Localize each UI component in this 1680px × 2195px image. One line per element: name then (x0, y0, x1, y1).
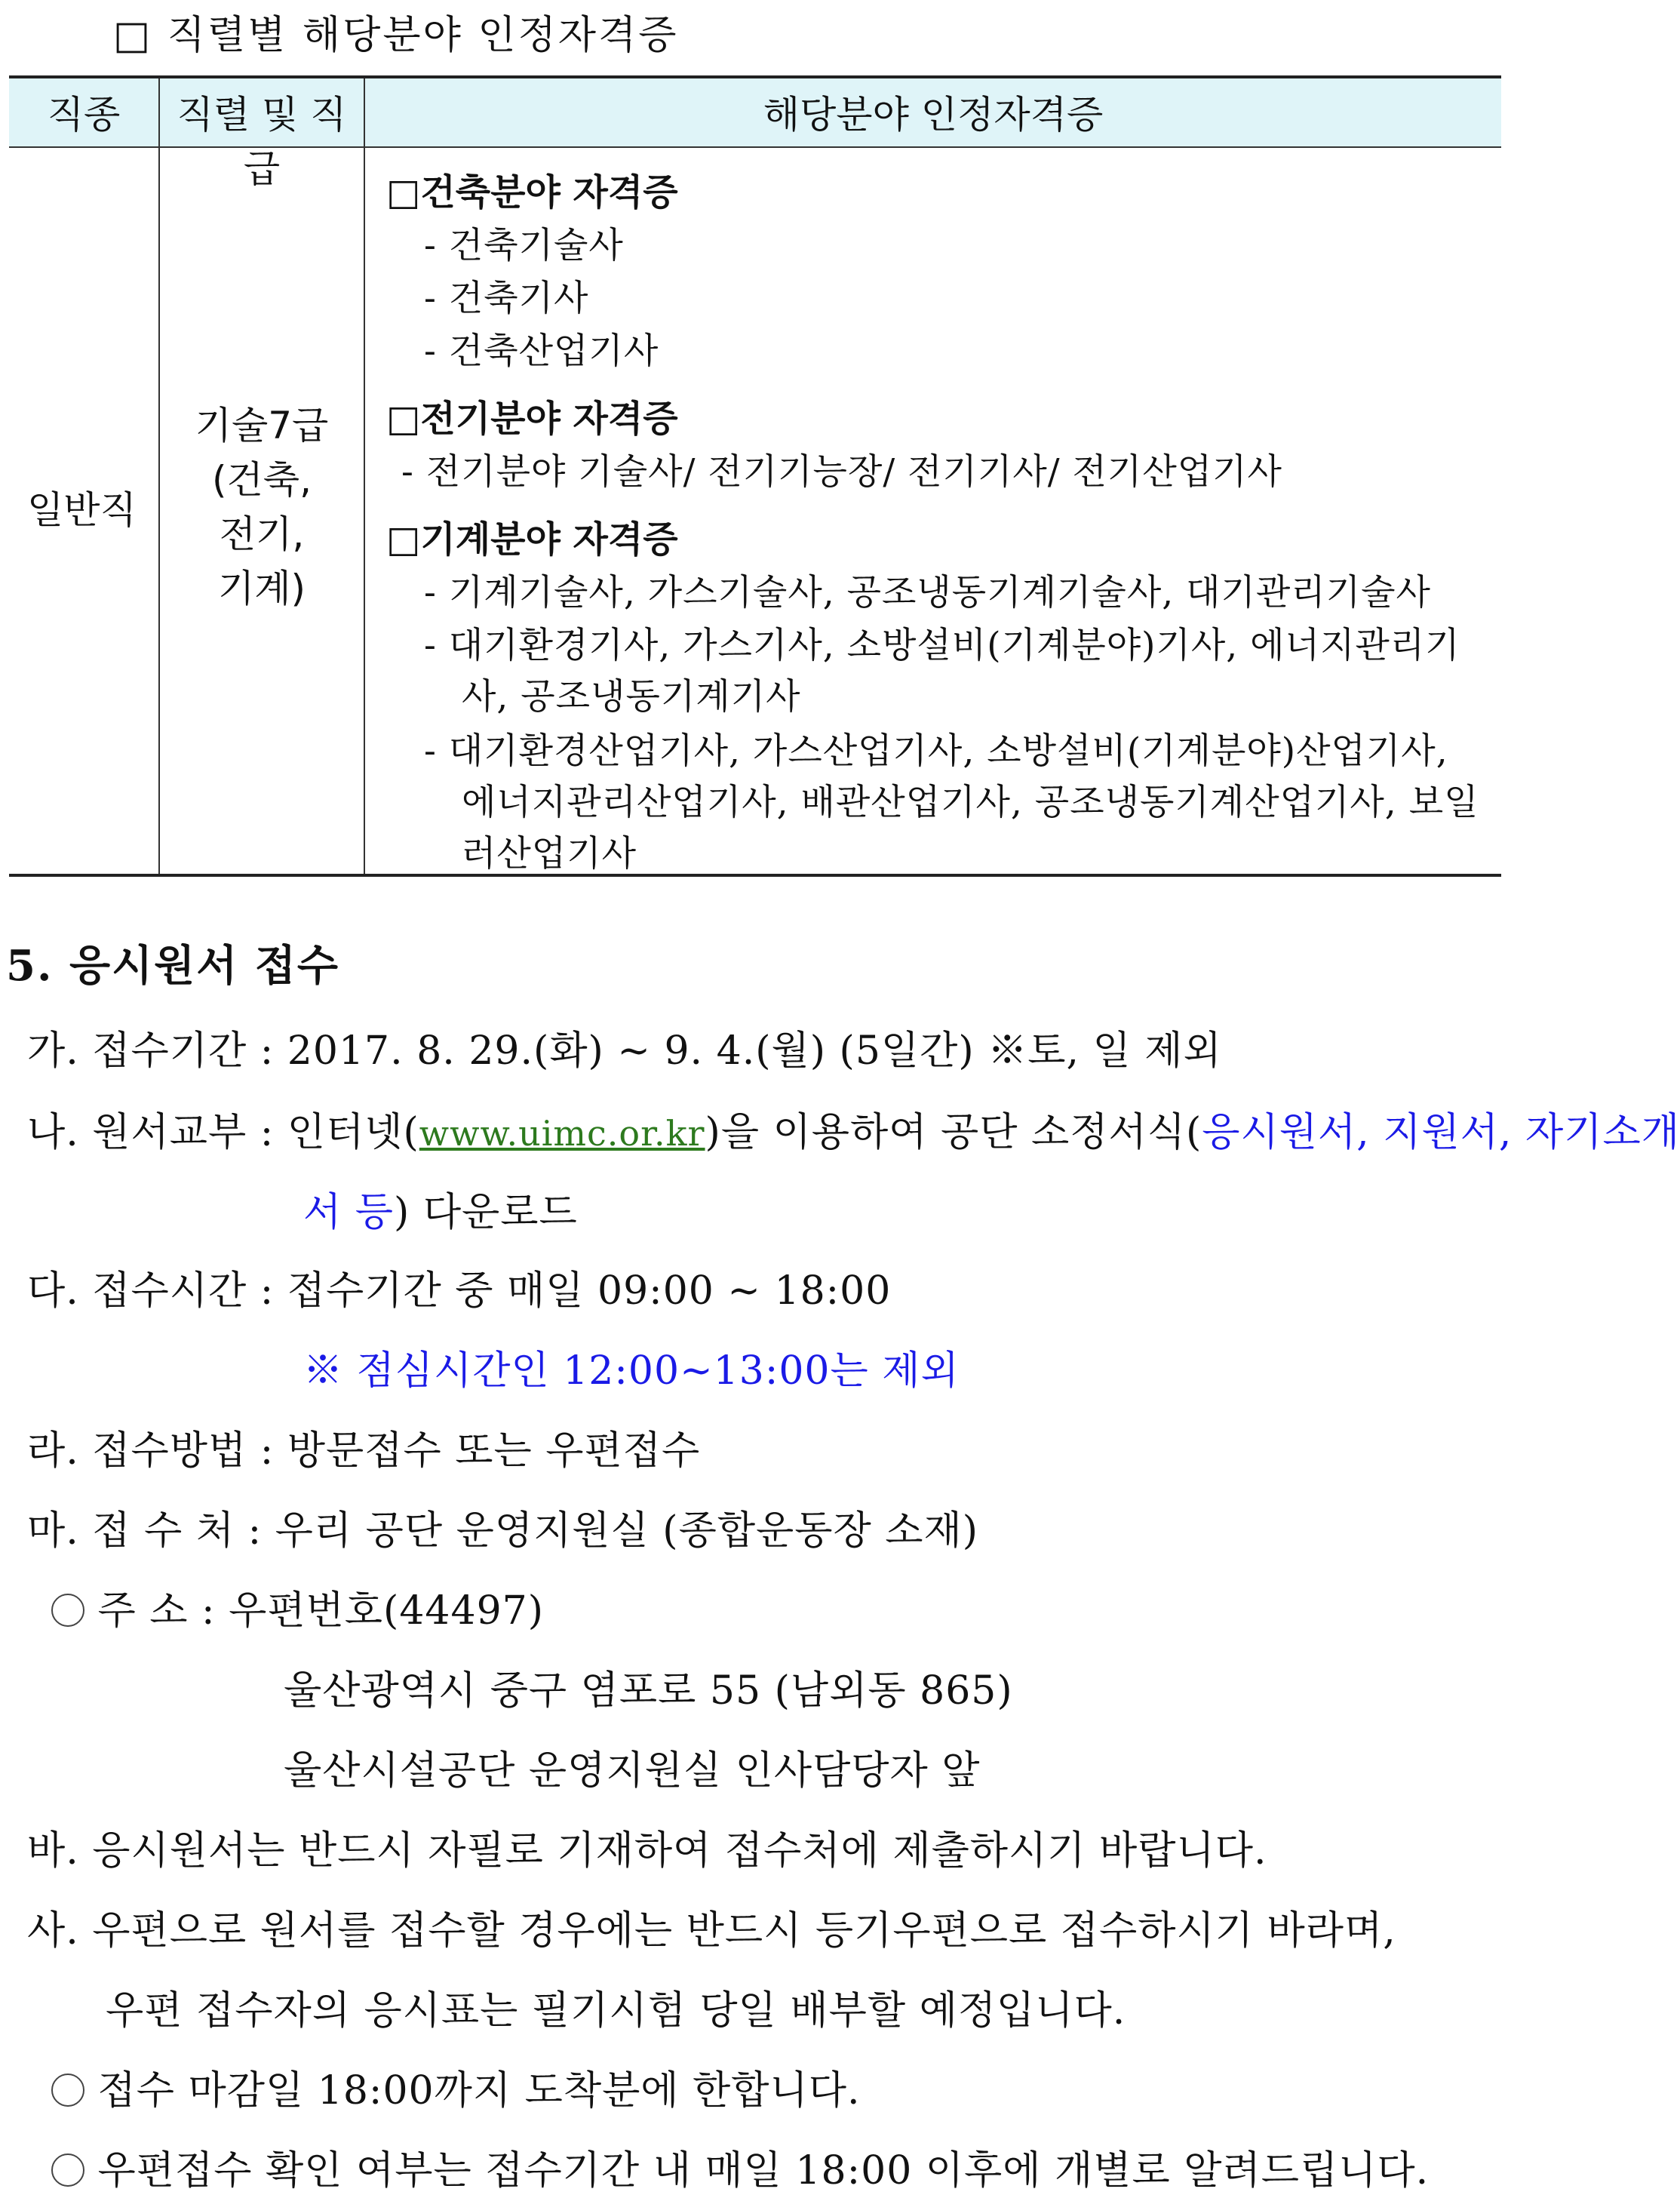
address-line-2: 울산광역시 중구 염포로 55 (남외동 865) (284, 1668, 1013, 1714)
circle-bullet-icon (51, 2074, 84, 2107)
grade-line: 전기, (219, 512, 305, 556)
category-mechanical-title: □기계분야 자격증 (386, 518, 678, 561)
certificate-item: - 대기환경기사, 가스기사, 소방설비(기계분야)기사, 에너지관리기 (424, 625, 1460, 666)
item-ma-location: 마. 접 수 처 : 우리 공단 운영지원실 (종합운동장 소재) (27, 1508, 979, 1554)
column-divider (364, 78, 365, 874)
address-block (51, 1579, 544, 1635)
item-na-suffix: ) 다운로드 (394, 1190, 578, 1235)
item-ra-method: 라. 접수방법 : 방문접수 또는 우편접수 (27, 1428, 701, 1474)
item-na-prefix: 나. 원서교부 : 인터넷( (27, 1110, 419, 1155)
header-job-type: 직종 (47, 93, 121, 137)
section-5-title: 5. 응시원서 접수 (6, 941, 340, 991)
bullet-confirmation-text: 우편접수 확인 여부는 접수기간 내 매일 18:00 이후에 개별로 알려드립니다. (97, 2148, 1430, 2193)
item-sa-mail-line2: 우편 접수자의 응시표는 필기시험 당일 배부할 예정입니다. (106, 1988, 1126, 2034)
certificate-item: - 건축기사 (424, 278, 589, 319)
circle-bullet-icon (51, 2153, 84, 2187)
grade-cell (160, 398, 364, 616)
item-na-forms-list-end: 서 등 (303, 1190, 394, 1235)
item-na-forms-list: 응시원서, 지원서, 자기소개 (1202, 1110, 1680, 1155)
certificate-item: 사, 공조냉동기계기사 (462, 676, 801, 718)
item-na-mid: )을 이용하여 공단 소정서식( (705, 1110, 1202, 1155)
header-certificates: 해당분야 인정자격증 (763, 93, 1104, 137)
job-type-cell: 일반직 (27, 488, 137, 532)
certificate-item: 러산업기사 (462, 833, 637, 875)
website-link[interactable]: www.uimc.or.kr (419, 1113, 705, 1154)
certificate-item: 에너지관리산업기사, 배관산업기사, 공조냉동기계산업기사, 보일 (462, 782, 1479, 823)
bullet-confirmation (51, 2138, 1429, 2195)
certificate-item: - 건축기술사 (424, 225, 624, 266)
table-section-heading: □ 직렬별 해당분야 인정자격증 (113, 13, 679, 58)
item-na-forms (27, 1100, 1680, 1157)
item-sa-mail-line1: 사. 우편으로 원서를 접수할 경우에는 반드시 등기우편으로 접수하시기 바라며, (27, 1908, 1396, 1954)
item-na-forms-cont (303, 1180, 578, 1237)
certificate-item: - 전기분야 기술사/ 전기기능장/ 전기기사/ 전기산업기사 (401, 451, 1282, 493)
certificate-item: - 대기환경산업기사, 가스산업기사, 소방설비(기계분야)산업기사, (424, 730, 1448, 772)
table-top-border (9, 75, 1501, 78)
header-grade: 직렬 및 직급 (177, 93, 347, 191)
grade-line: 기계) (217, 567, 306, 610)
grade-line: (건축, (211, 458, 312, 502)
grade-line: 기술7급 (195, 404, 329, 447)
category-architecture-title: □건축분야 자격증 (386, 171, 678, 214)
item-ba-notice: 바. 응시원서는 반드시 자필로 기재하여 접수처에 제출하시기 바랍니다. (27, 1828, 1267, 1874)
item-ga-period: 가. 접수기간 : 2017. 8. 29.(화) ~ 9. 4.(월) (5일간) ※토, 일 제외 (27, 1028, 1222, 1074)
certificate-item: - 기계기술사, 가스기술사, 공조냉동기계기술사, 대기관리기술사 (424, 572, 1431, 613)
category-electrical-title: □전기분야 자격증 (386, 398, 678, 440)
table-bottom-border (9, 874, 1501, 877)
certificate-item: - 건축산업기사 (424, 330, 659, 372)
bullet-deadline (51, 2058, 861, 2115)
item-da-hours: 다. 접수시간 : 접수기간 중 매일 09:00 ~ 18:00 (27, 1268, 892, 1314)
item-da-lunch-note: ※ 점심시간인 12:00~13:00는 제외 (303, 1348, 960, 1394)
address-label: 주 소 : 우편번호(44497) (97, 1588, 545, 1634)
circle-bullet-icon (51, 1594, 84, 1627)
bullet-deadline-text: 접수 마감일 18:00까지 도착분에 한합니다. (97, 2068, 861, 2114)
address-line-3: 울산시설공단 운영지원실 인사담당자 앞 (284, 1748, 981, 1794)
